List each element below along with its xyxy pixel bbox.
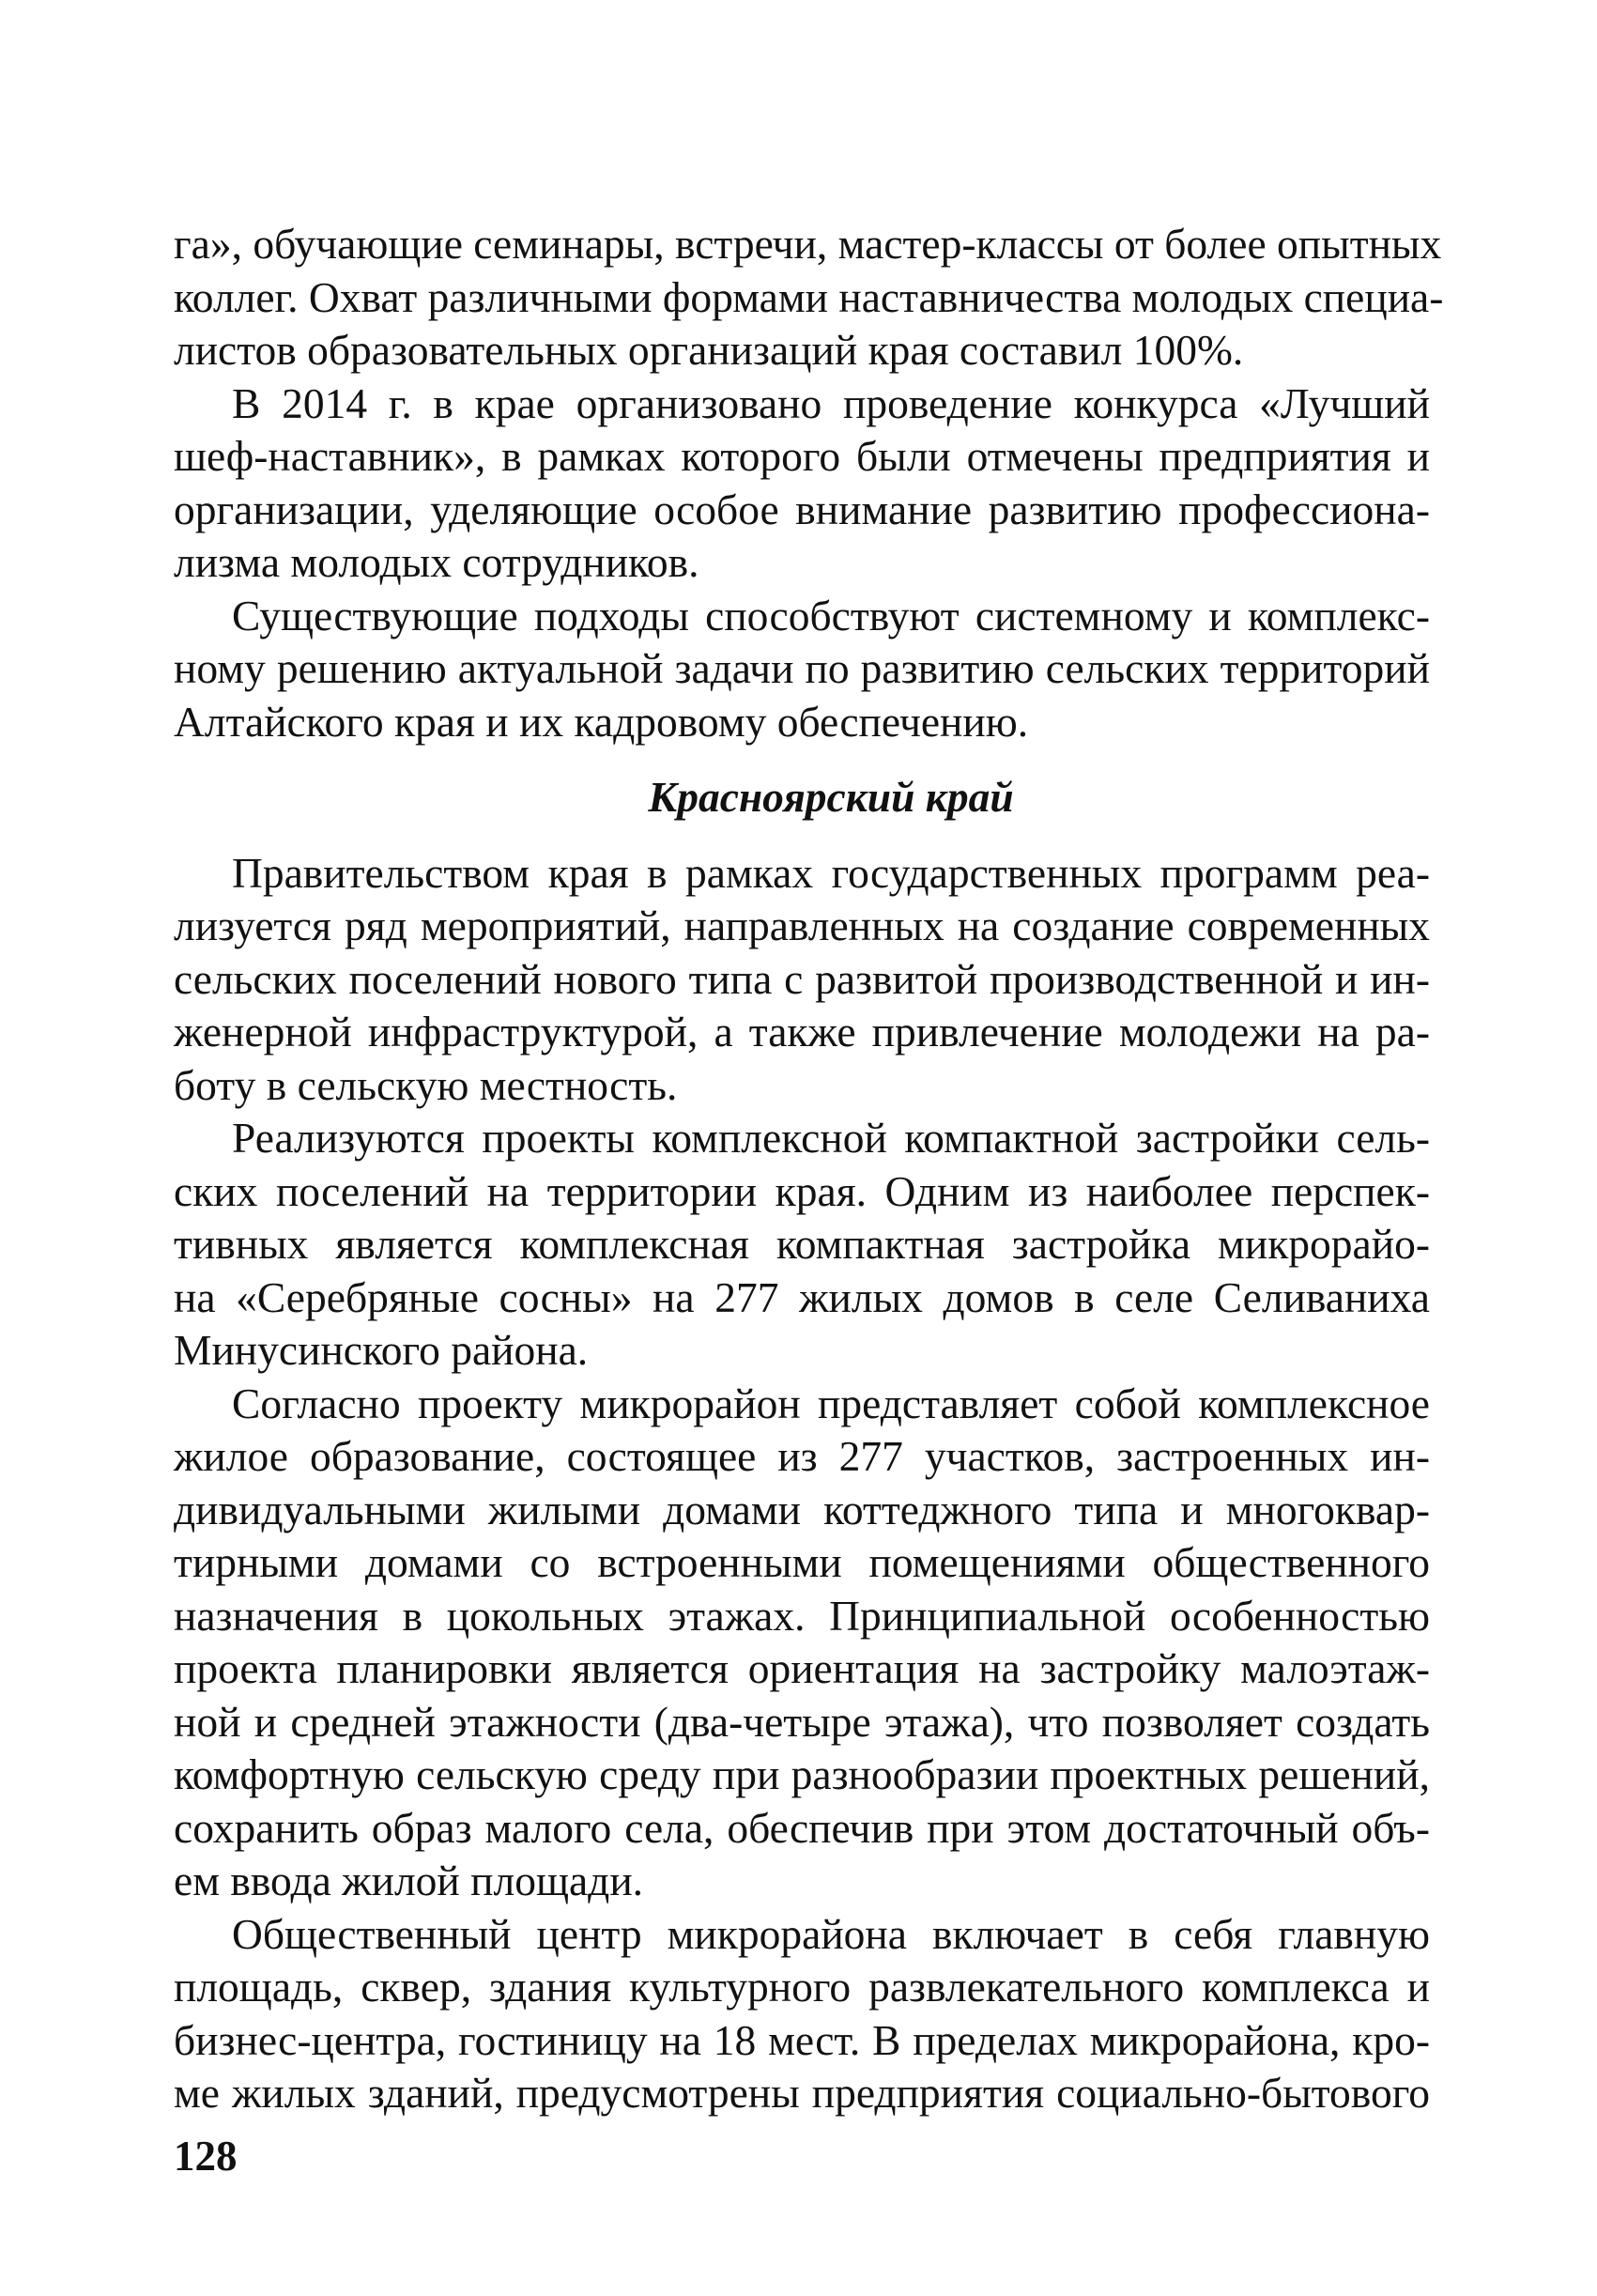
- paragraph-5: [174, 1112, 1430, 1378]
- text-line: В 2014 г. в крае организовано проведение конкурса «Лучший: [232, 378, 1430, 427]
- text-line: Реализуются проекты комплексной компактной застройки сель-: [232, 1114, 1430, 1162]
- text-line: Правительством края в рамках государственных программ реа-: [232, 848, 1430, 897]
- text-line: Общественный центр микрорайона включает в себя главную: [232, 1909, 1430, 1958]
- text-line: сохранить образ малого села, обеспечив при этом достаточный объ-: [174, 1803, 1430, 1852]
- text-line: женерной инфраструктурой, а также привлечение молодежи на ра-: [174, 1008, 1430, 1056]
- text-line: листов образовательных организаций края составил 100%.: [174, 326, 1244, 374]
- page-body: [174, 218, 1444, 2120]
- text-line: организации, уделяющие особое внимание развитию профессиона-: [174, 485, 1430, 533]
- text-line: назначения в цокольных этажах. Принципиальной особенностью: [174, 1591, 1430, 1640]
- text-line: ем ввода жилой площади.: [174, 1857, 644, 1904]
- text-line: дивидуальными жилыми домами коттеджного типа и многоквар-: [174, 1485, 1430, 1533]
- text-line: ной и средней этажности (два-четыре этажа), что позволяет создать: [174, 1697, 1430, 1746]
- text-line: жилое образование, состоящее из 277 участков, застроенных ин-: [174, 1432, 1430, 1480]
- text-line: шеф-наставник», в рамках которого были отмечены предприятия и: [174, 432, 1430, 480]
- paragraph-1: [174, 218, 1444, 378]
- text-line: лизуется ряд мероприятий, направленных на создание современных: [174, 901, 1430, 949]
- paragraph-7: [174, 1908, 1430, 2120]
- paragraph-4: [174, 847, 1430, 1113]
- text-line: коллег. Охват различными формами наставничества молодых специа-: [174, 272, 1444, 321]
- text-line: Согласно проекту микрорайон представляет собой комплексное: [232, 1379, 1430, 1427]
- paragraph-6: [174, 1378, 1430, 1908]
- text-line: комфортную сельскую среду при разнообразии проектных решений,: [174, 1750, 1430, 1798]
- text-line: га», обучающие семинары, встречи, мастер-классы от более опытных: [174, 220, 1442, 268]
- text-line: ному решению актуальной задачи по развитию сельских территорий: [174, 644, 1430, 692]
- text-line: Минусинского района.: [174, 1326, 589, 1374]
- section-heading: Красноярский край: [648, 773, 1014, 821]
- text-line: Алтайского края и их кадровому обеспечению.: [174, 697, 1029, 746]
- text-line: проекта планировки является ориентация на застройку малоэтаж-: [174, 1644, 1430, 1692]
- text-line: тирными домами со встроенными помещениями общественного: [174, 1538, 1430, 1586]
- text-line: бизнес-центра, гостиницу на 18 мест. В пределах микрорайона, кро-: [174, 2015, 1430, 2064]
- text-line: лизма молодых сотрудников.: [174, 538, 699, 586]
- paragraph-2: [174, 378, 1430, 590]
- text-line: Существующие подходы способствуют системному и комплекс-: [232, 591, 1430, 639]
- text-line: тивных является комплексная компактная застройка микрорайо-: [174, 1220, 1430, 1268]
- text-line: на «Серебряные сосны» на 277 жилых домов в селе Селиваниха: [174, 1272, 1430, 1321]
- text-line: сельских поселений нового типа с развитой производственной и ин-: [174, 954, 1430, 1003]
- text-line: ских поселений на территории края. Одним из наиболее перспек-: [174, 1166, 1430, 1215]
- text-line: ме жилых зданий, предусмотрены предприятия социально-бытового: [174, 2069, 1430, 2117]
- paragraph-3: [174, 590, 1430, 749]
- page-number: 128: [174, 2133, 238, 2180]
- text-line: площадь, сквер, здания культурного развлекательного комплекса и: [174, 1963, 1430, 2011]
- text-line: боту в сельскую местность.: [174, 1060, 678, 1109]
